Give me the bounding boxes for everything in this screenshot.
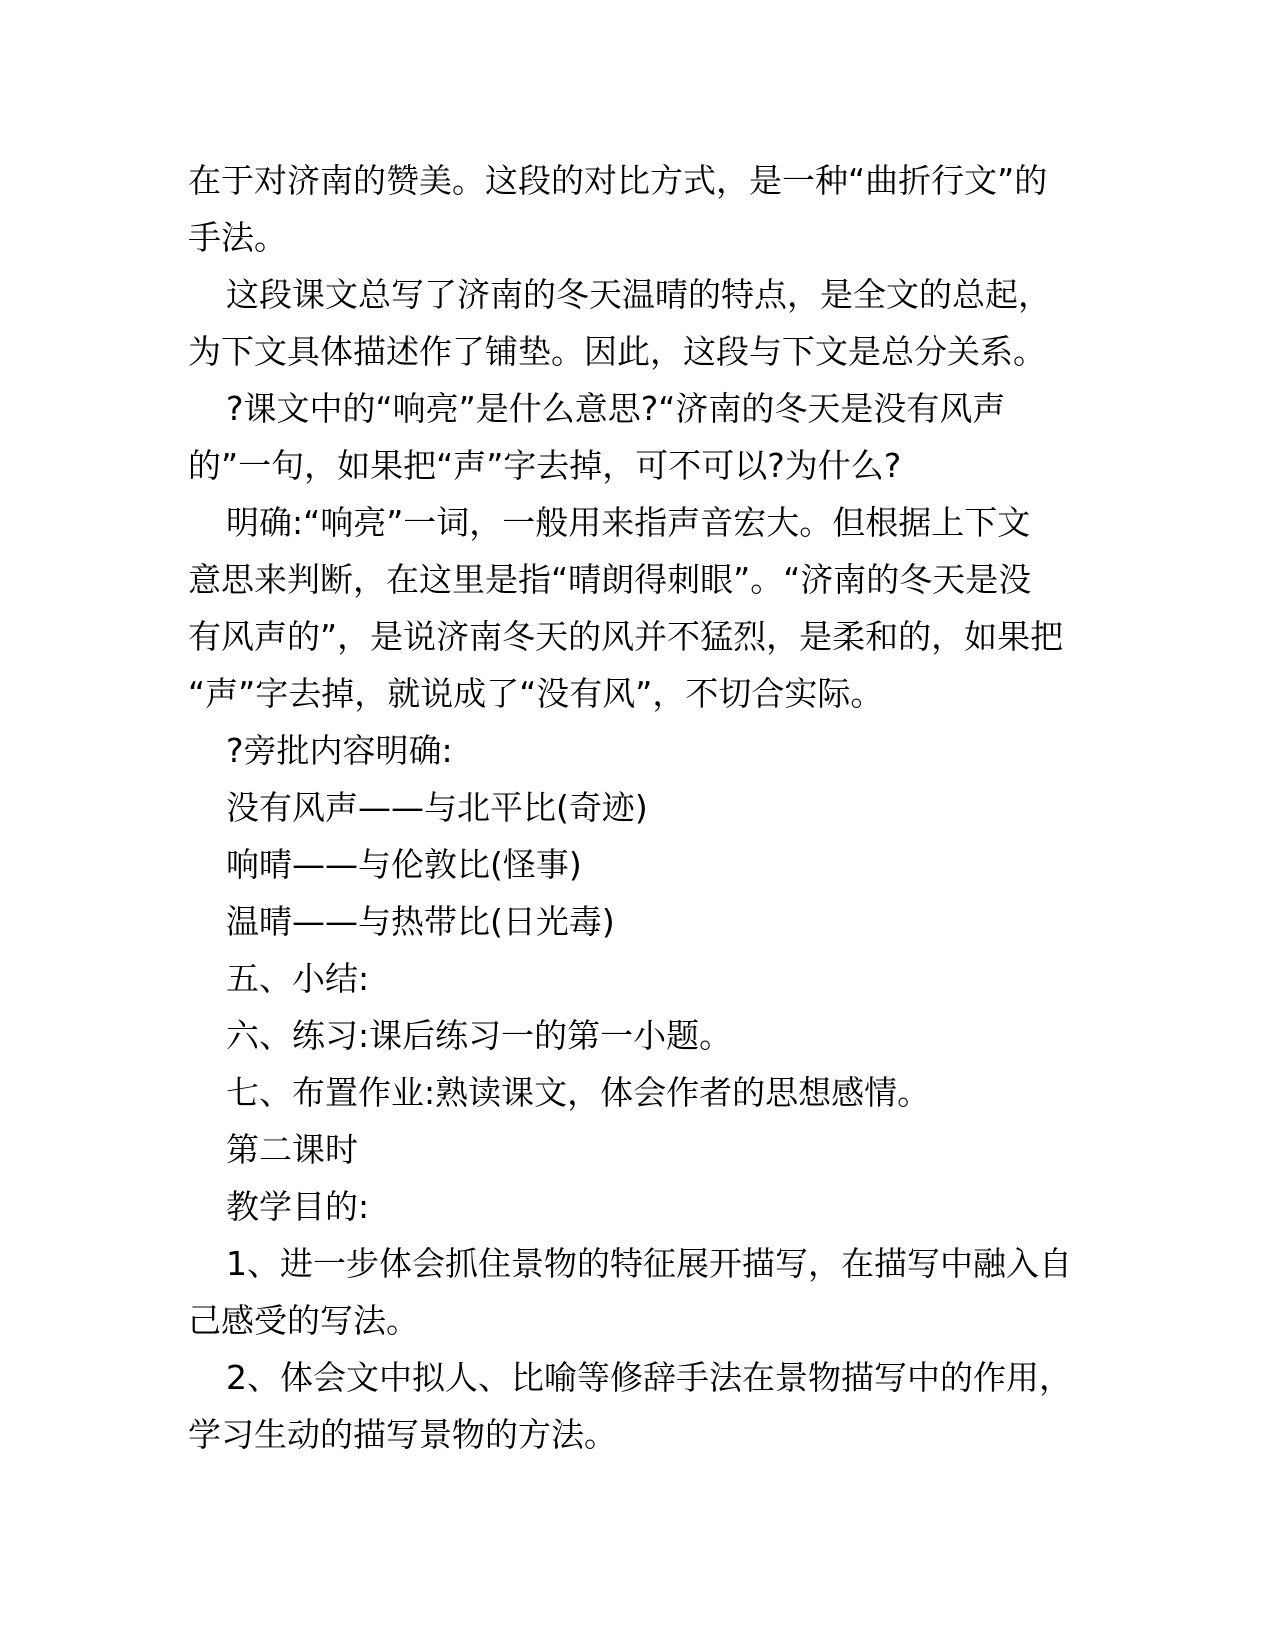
answer-paragraph: 明确:“响亮”一词，一般用来指声音宏大。但根据上下文 (226, 503, 1031, 542)
objective-item: 1、进一步体会抓住景物的特征展开描写，在描写中融入自 (226, 1244, 1072, 1283)
text-line: 有风声的”，是说济南冬天的风并不猛烈，是柔和的，如果把 (188, 617, 1064, 656)
objective-item: 2、体会文中拟人、比喻等修辞手法在景物描写中的作用， (226, 1358, 1072, 1397)
text-line: 己感受的写法。 (188, 1301, 419, 1340)
text-line: “声”字去掉，就说成了“没有风”，不切合实际。 (188, 674, 884, 713)
objectives-heading: 教学目的: (226, 1187, 370, 1226)
annotation-item: 响晴——与伦敦比(怪事) (226, 845, 582, 884)
question-paragraph: ?课文中的“响亮”是什么意思?“济南的冬天是没有风声 (226, 389, 1006, 428)
text-line: 在于对济南的赞美。这段的对比方式，是一种“曲折行文”的 (188, 161, 1048, 200)
text-line: 的”一句，如果把“声”字去掉，可不可以?为什么? (188, 446, 902, 485)
section-heading-homework: 七、布置作业:熟读课文，体会作者的思想感情。 (226, 1073, 931, 1112)
text-line: 手法。 (188, 218, 287, 257)
lesson-heading: 第二课时 (226, 1130, 358, 1169)
annotation-item: 温晴——与热带比(日光毒) (226, 902, 615, 941)
section-heading-practice: 六、练习:课后练习一的第一小题。 (226, 1016, 733, 1055)
text-line: 意思来判断，在这里是指“晴朗得刺眼”。“济南的冬天是没 (188, 560, 1032, 599)
annotation-heading: ?旁批内容明确: (226, 731, 453, 770)
text-line: 为下文具体描述作了铺垫。因此，这段与下文是总分关系。 (188, 332, 1046, 371)
text-line: 学习生动的描写景物的方法。 (188, 1415, 617, 1454)
section-heading-summary: 五、小结: (226, 959, 370, 998)
annotation-item: 没有风声——与北平比(奇迹) (226, 788, 648, 827)
paragraph-start: 这段课文总写了济南的冬天温晴的特点，是全文的总起， (226, 275, 1051, 314)
document-body (188, 152, 1088, 1463)
